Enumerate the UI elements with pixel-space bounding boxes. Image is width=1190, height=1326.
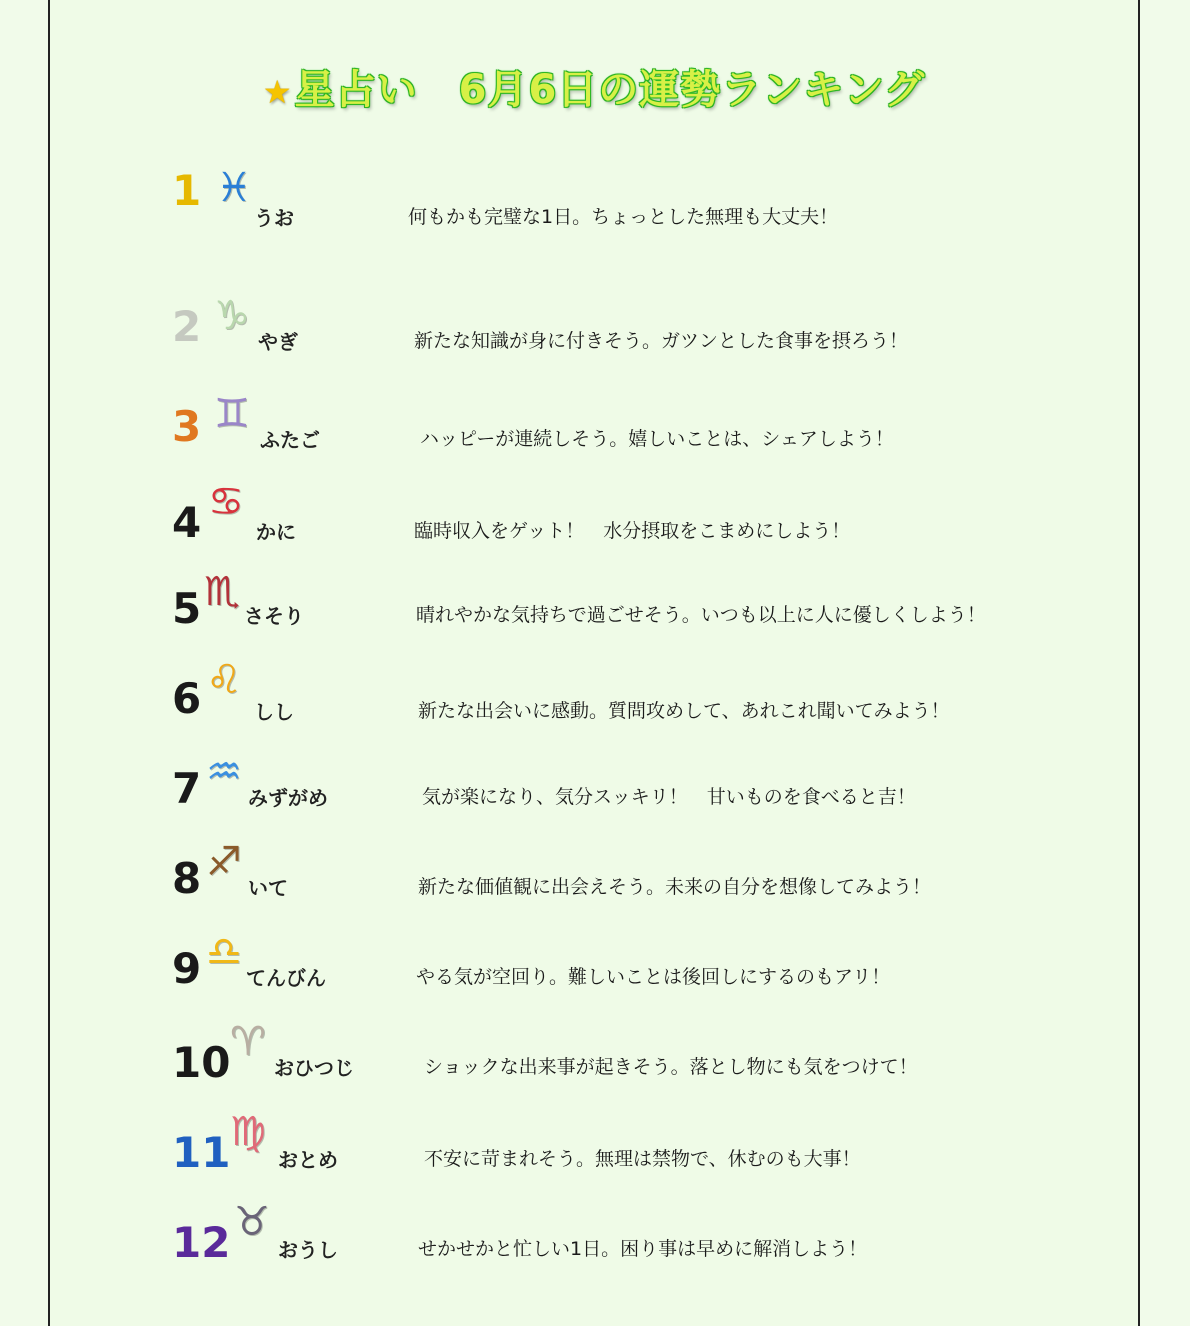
sign-name: しし bbox=[254, 700, 294, 724]
ranking-row bbox=[50, 1019, 1140, 1118]
fortune-text: ショックな出来事が起きそう。落とし物にも気をつけて！ bbox=[424, 1056, 918, 1078]
fortune-text: ハッピーが連続しそう。嬉しいことは、シェアしよう！ bbox=[420, 428, 894, 450]
sign-name: ふたご bbox=[260, 428, 320, 452]
fortune-text: 晴れやかな気持ちで過ごせそう。いつも以上に人に優しくしよう！ bbox=[416, 604, 986, 626]
rank-number: 5 bbox=[172, 584, 202, 633]
fortune-text: 新たな出会いに感動。質問攻めして、あれこれ聞いてみよう！ bbox=[418, 700, 950, 722]
taurus-icon: ♉ bbox=[234, 1199, 270, 1245]
rank-number: 8 bbox=[172, 854, 202, 903]
rank-number: 11 bbox=[172, 1128, 231, 1177]
ranking-row bbox=[50, 165, 1140, 258]
aquarius-icon: ♒ bbox=[206, 749, 242, 795]
capricorn-icon: ♑ bbox=[214, 293, 250, 339]
sign-name: てんびん bbox=[246, 966, 326, 990]
sign-name: おうし bbox=[278, 1238, 338, 1262]
rank-number: 4 bbox=[172, 498, 202, 547]
rank-number: 2 bbox=[172, 302, 202, 351]
fortune-text: やる気が空回り。難しいことは後回しにするのもアリ！ bbox=[416, 966, 891, 988]
sign-name: やぎ bbox=[258, 330, 298, 354]
fortune-text: せかせかと忙しい1日。困り事は早めに解消しよう！ bbox=[418, 1238, 868, 1260]
rank-number: 6 bbox=[172, 674, 202, 723]
ranking-row bbox=[50, 839, 1140, 938]
ranking-row bbox=[50, 479, 1140, 578]
ranking-row bbox=[50, 391, 1140, 488]
ranking-row bbox=[50, 569, 1140, 668]
gemini-icon: ♊ bbox=[214, 391, 250, 437]
rank-number: 12 bbox=[172, 1218, 231, 1267]
rank-number: 1 bbox=[172, 166, 202, 215]
cancer-icon: ♋ bbox=[208, 479, 244, 525]
fortune-text: 臨時収入をゲット！ 水分摂取をこまめにしよう！ bbox=[414, 520, 851, 542]
leo-icon: ♌ bbox=[206, 657, 242, 703]
sign-name: みずがめ bbox=[248, 786, 328, 810]
libra-icon: ♎ bbox=[206, 929, 242, 975]
ranking-row bbox=[50, 293, 1140, 386]
rank-number: 9 bbox=[172, 944, 202, 993]
ranking-row bbox=[50, 1109, 1140, 1208]
rank-number: 7 bbox=[172, 764, 202, 813]
star-icon: ★ bbox=[262, 73, 293, 111]
title-text: 星占い 6月6日の運勢ランキング bbox=[294, 67, 926, 113]
scorpio-icon: ♏ bbox=[204, 569, 240, 615]
ranking-row bbox=[50, 657, 1140, 756]
ranking-row bbox=[50, 749, 1140, 848]
aries-icon: ♈ bbox=[230, 1019, 266, 1065]
pisces-icon: ♓ bbox=[216, 165, 252, 211]
sign-name: かに bbox=[256, 520, 296, 544]
ranking-row bbox=[50, 929, 1140, 1028]
fortune-text: 新たな価値観に出会えそう。未来の自分を想像してみよう！ bbox=[418, 876, 932, 898]
page-title bbox=[50, 58, 1138, 115]
fortune-text: 不安に苛まれそう。無理は禁物で、休むのも大事！ bbox=[424, 1148, 861, 1170]
content-panel bbox=[48, 0, 1140, 1326]
virgo-icon: ♍ bbox=[230, 1109, 266, 1155]
fortune-text: 何もかも完璧な1日。ちょっとした無理も大丈夫！ bbox=[408, 206, 839, 228]
sign-name: うお bbox=[254, 206, 294, 230]
sign-name: さそり bbox=[244, 604, 304, 628]
ranking-row bbox=[50, 1199, 1140, 1298]
fortune-text: 気が楽になり、気分スッキリ！ 甘いものを食べると吉！ bbox=[422, 786, 916, 808]
sign-name: おひつじ bbox=[274, 1056, 354, 1080]
sign-name: おとめ bbox=[278, 1148, 338, 1172]
rank-number: 3 bbox=[172, 402, 202, 451]
sagittarius-icon: ♐ bbox=[206, 839, 242, 885]
sign-name: いて bbox=[248, 876, 288, 900]
fortune-text: 新たな知識が身に付きそう。ガツンとした食事を摂ろう！ bbox=[414, 330, 909, 352]
rank-number: 10 bbox=[172, 1038, 231, 1087]
